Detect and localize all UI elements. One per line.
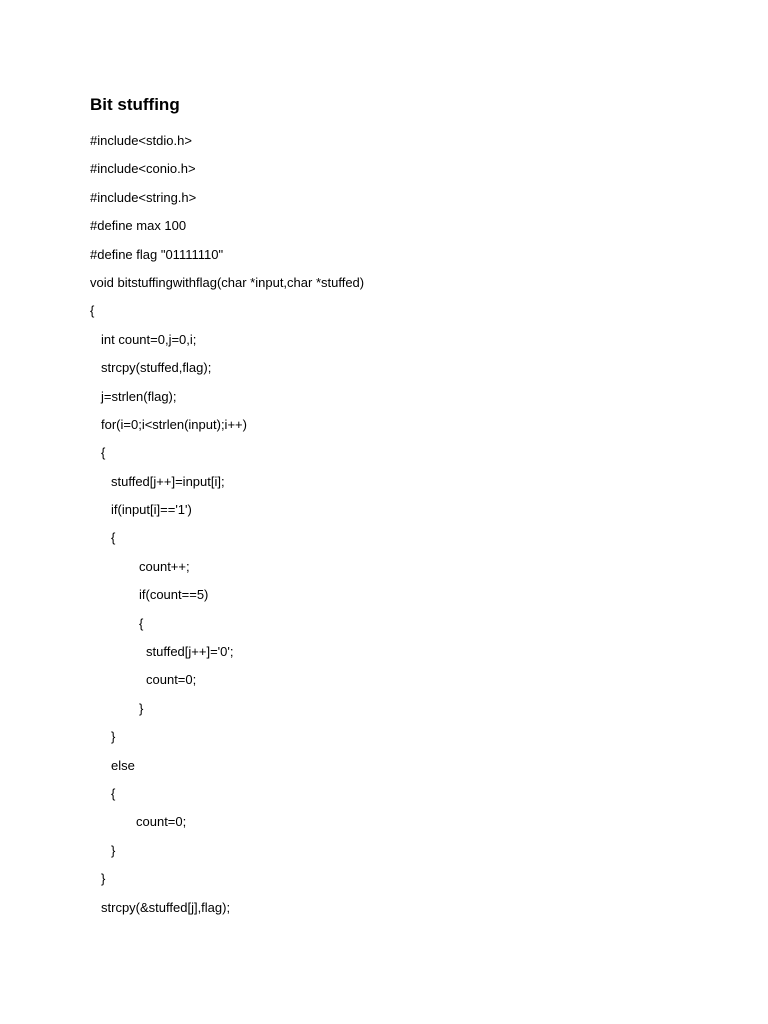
code-line: }	[139, 700, 144, 716]
code-line: {	[111, 785, 116, 801]
code-line: {	[90, 303, 95, 319]
code-line: {	[111, 530, 116, 546]
code-listing	[90, 131, 364, 926]
code-line: stuffed[j++]='0';	[146, 644, 234, 660]
code-line: #define flag "01111110"	[90, 246, 224, 262]
code-line: count=0;	[136, 814, 187, 830]
code-line: for(i=0;i<strlen(input);i++)	[101, 416, 247, 432]
code-line: strcpy(stuffed,flag);	[101, 360, 212, 376]
code-line: }	[101, 871, 106, 887]
code-line: #include<stdio.h>	[90, 133, 192, 148]
code-line: count=0;	[146, 672, 197, 688]
code-line: #define max 100	[90, 218, 187, 234]
code-line: if(count==5)	[139, 587, 209, 603]
code-line: #include<string.h>	[90, 189, 197, 205]
code-line: {	[101, 445, 106, 461]
code-line: count++;	[139, 558, 190, 574]
code-line: void bitstuffingwithflag(char *input,char *stuffed)	[90, 274, 365, 290]
code-line: stuffed[j++]=input[i];	[111, 473, 225, 489]
document-title: Bit stuffing	[90, 95, 180, 114]
code-line: if(input[i]=='1')	[111, 502, 192, 518]
code-line: }	[111, 729, 116, 745]
code-line: }	[111, 842, 116, 858]
code-line: #include<conio.h>	[90, 161, 196, 177]
code-line: j=strlen(flag);	[101, 388, 177, 404]
code-line: int count=0,j=0,i;	[101, 331, 197, 347]
code-line: {	[139, 615, 144, 631]
code-line: else	[111, 757, 135, 773]
code-line: strcpy(&stuffed[j],flag);	[101, 899, 231, 915]
